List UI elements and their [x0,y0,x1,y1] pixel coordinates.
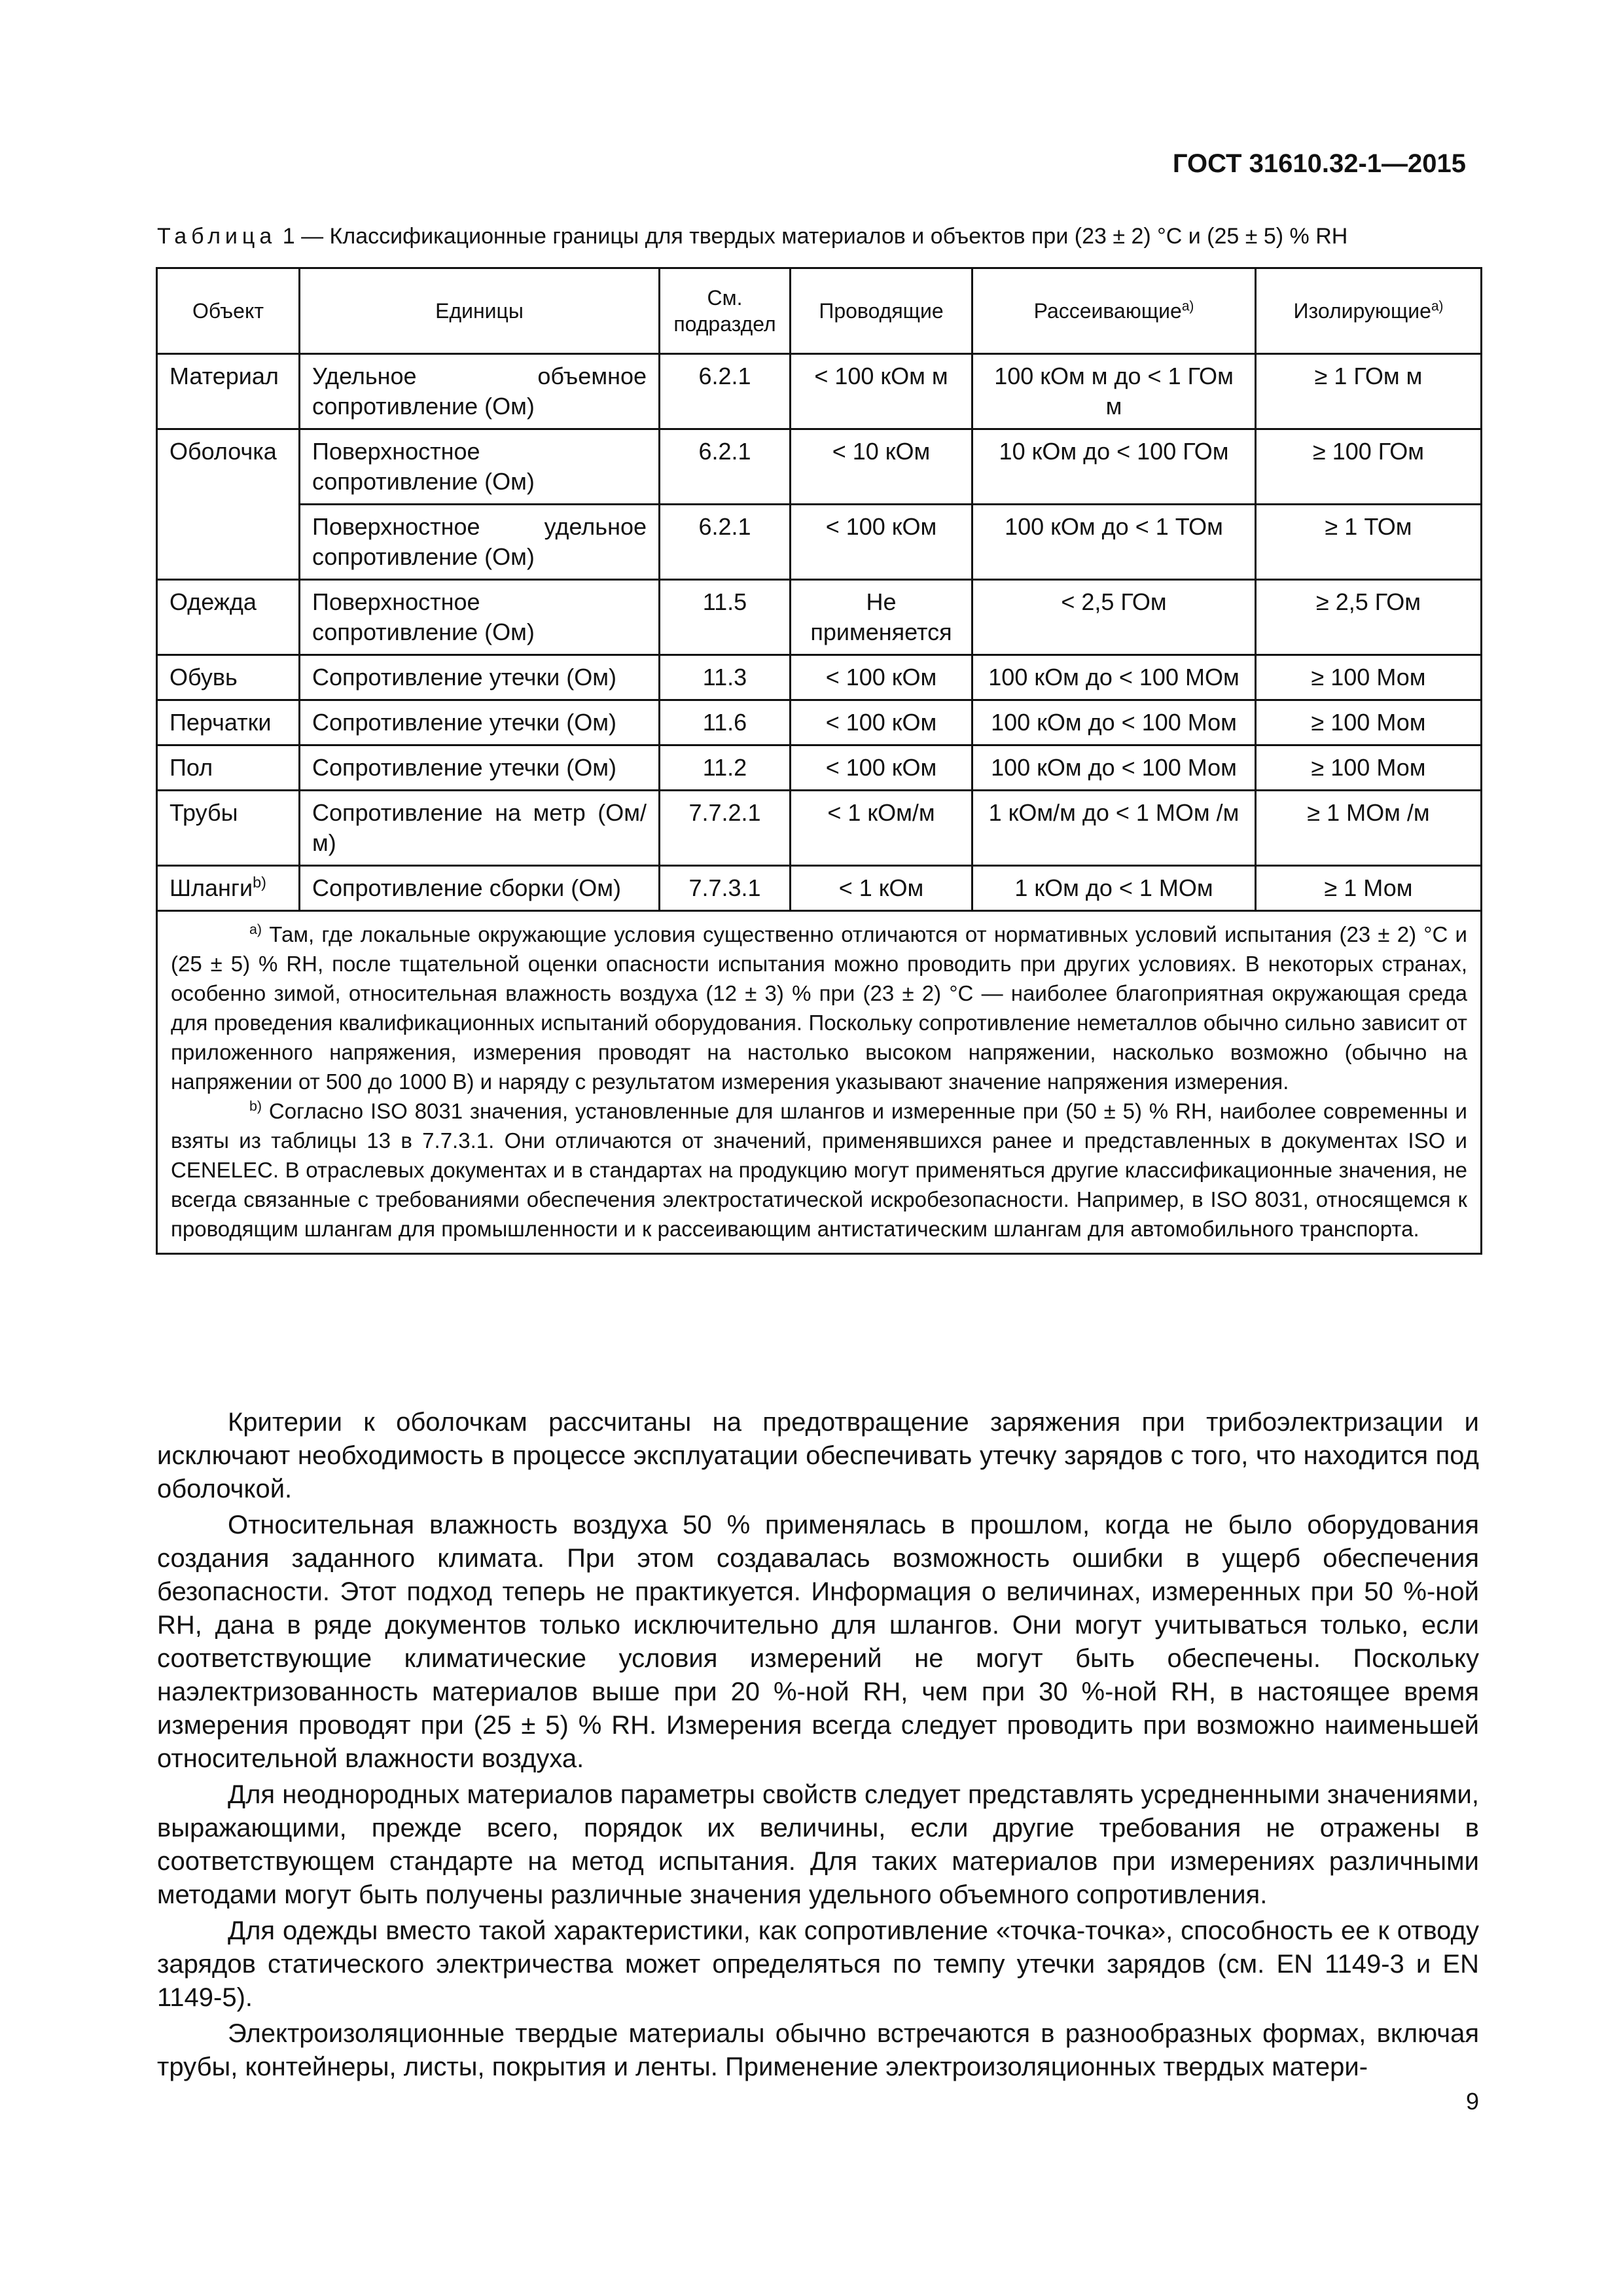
cell-dissipative: 10 кОм до < 100 ГОм [972,429,1256,505]
cell-conductive: < 1 кОм/м [791,791,972,866]
table-header-row [157,268,1482,354]
cell-section: 11.2 [660,745,791,791]
cell-object: Обувь [157,655,300,700]
cell-unit: Сопротивление утечки (Ом) [300,700,660,745]
paragraph: Электроизоляционные твердые материалы обычно встречаются в разнообразных формах, включая трубы, контейнеры, листы, покрытия и ленты. Применение электроизоляционных твердых матери- [157,2019,1479,2081]
cell-conductive: Не применяется [791,580,972,655]
table-note-b [171,1096,1467,1244]
cell-unit: Сопротивление сборки (Ом) [300,866,660,911]
cell-object-label: Шланги [169,874,253,901]
note-mark: a) [1431,298,1444,314]
cell-conductive: < 100 кОм [791,745,972,791]
table-row [157,429,1482,505]
cell-insulating: ≥ 2,5 ГОм [1256,580,1482,655]
cell-dissipative: 1 кОм/м до < 1 МОм /м [972,791,1256,866]
cell-dissipative: 100 кОм м до < 1 ГОм м [972,354,1256,429]
cell-unit: Сопротивление утечки (Ом) [300,745,660,791]
body-text [157,1406,1479,2087]
cell-insulating: ≥ 100 Мом [1256,745,1482,791]
cell-conductive: < 100 кОм [791,505,972,580]
cell-unit: Удельное объемное сопротивление (Ом) [300,354,660,429]
table-note-a [171,920,1467,1096]
cell-object: Пол [157,745,300,791]
cell-section: 6.2.1 [660,429,791,505]
table-caption-word: Таблица [157,224,277,249]
cell-insulating: ≥ 1 МОм /м [1256,791,1482,866]
cell-conductive: < 1 кОм [791,866,972,911]
table-caption-text: 1 — Классификационные границы для твердых материалов и объектов при (23 ± 2) °С и (25 ± 5) % RH [276,224,1348,249]
paragraph: Для одежды вместо такой характеристики, как сопротивление «точка-точка», способность ее к отводу зарядов статического электричества может определяться по темпу утечки зарядов (см. EN 1149-3 и EN 1149-5). [157,1916,1479,2012]
cell-conductive: < 100 кОм [791,655,972,700]
standard-code: ГОСТ 31610.32-1—2015 [1172,149,1466,178]
cell-insulating: ≥ 100 ГОм [1256,429,1482,505]
cell-unit: Поверхностное сопротивление (Ом) [300,429,660,505]
table-row [157,655,1482,700]
cell-object [157,866,300,911]
cell-insulating: ≥ 1 ТОм [1256,505,1482,580]
cell-dissipative: 100 кОм до < 100 Мом [972,745,1256,791]
table-row [157,354,1482,429]
header-object: Объект [157,268,300,354]
cell-insulating: ≥ 1 ГОм м [1256,354,1482,429]
cell-section: 11.6 [660,700,791,745]
header-units: Единицы [300,268,660,354]
cell-section: 7.7.3.1 [660,866,791,911]
cell-insulating: ≥ 100 Мом [1256,700,1482,745]
cell-unit: Сопротивление на метр (Ом/м) [300,791,660,866]
note-mark: a) [249,922,262,937]
cell-dissipative: < 2,5 ГОм [972,580,1256,655]
cell-conductive: < 10 кОм [791,429,972,505]
cell-object: Одежда [157,580,300,655]
cell-unit: Поверхностное сопротивление (Ом) [300,580,660,655]
cell-conductive: < 100 кОм м [791,354,972,429]
table-row [157,745,1482,791]
note-text: Там, где локальные окружающие условия существенно отличаются от нормативных условий испытания (23 ± 2) °С и (25 ± 5) % RH, после тщательной оценки опасности испытания можно проводить при других условиях. В некоторых странах, особенно зимой, относительная влажность воздуха (12 ± 3) % при (23 ± 2) °С — наиболее благоприятная окружающая среда для проведения квалификационных испытаний оборудования. Поскольку сопротивление неметаллов обычно сильно зависит от приложенного напряжения, измерения проводят на настолько высоком напряжении, насколько возможно (обычно на напряжении от 500 до 1000 В) и наряду с результатом измерения указывают значение напряжения измерения. [171,922,1467,1094]
table-row [157,700,1482,745]
header-dissipative-label: Рассеивающие [1033,299,1182,323]
cell-dissipative: 100 кОм до < 1 ТОм [972,505,1256,580]
cell-section: 11.5 [660,580,791,655]
cell-insulating: ≥ 1 Мом [1256,866,1482,911]
cell-dissipative: 1 кОм до < 1 МОм [972,866,1256,911]
cell-section: 11.3 [660,655,791,700]
cell-section: 6.2.1 [660,505,791,580]
table-row [157,791,1482,866]
note-mark: b) [249,1098,262,1114]
cell-object: Трубы [157,791,300,866]
paragraph: Для неоднородных материалов параметры свойств следует представлять усредненными значениями, выражающими, прежде всего, порядок их величины, если другие требования не отражены в соответствующем стандарте на метод испытания. Для таких материалов при измерениях различными методами могут быть получены различные значения удельного объемного сопротивления. [157,1780,1479,1909]
note-mark: b) [253,874,266,891]
paragraph: Относительная влажность воздуха 50 % применялась в прошлом, когда не было оборудования создания заданного климата. При этом создавалась возможность ошибки в ущерб обеспечения безопасности. Этот подход теперь не практикуется. Информация о величинах, измеренных при 50 %-ной RH, дана в ряде документов только исключительно для шлангов. Они могут учитываться только, если соответствующие климатические условия измерений не могут быть обеспечены. Поскольку наэлектризованность материалов выше при 20 %-ной RH, чем при 30 %-ной RH, в настоящее время измерения проводят при (25 ± 5) % RH. Измерения всегда следует проводить при возможно наименьшей относительной влажности воздуха. [157,1511,1479,1773]
cell-dissipative: 100 кОм до < 100 МОм [972,655,1256,700]
note-mark: a) [1181,298,1194,314]
header-section: См. подраздел [660,268,791,354]
cell-object: Оболочка [157,429,300,580]
cell-unit: Поверхностное удельное сопротивление (Ом) [300,505,660,580]
cell-unit: Сопротивление утечки (Ом) [300,655,660,700]
table-row [157,505,1482,580]
cell-conductive: < 100 кОм [791,700,972,745]
header-dissipative [972,268,1256,354]
cell-insulating: ≥ 100 Мом [1256,655,1482,700]
table-caption [157,224,1479,249]
table-row [157,866,1482,911]
cell-section: 6.2.1 [660,354,791,429]
header-insulating-label: Изолирующие [1293,299,1431,323]
cell-dissipative: 100 кОм до < 100 Мом [972,700,1256,745]
cell-section: 7.7.2.1 [660,791,791,866]
document-header [157,149,1466,179]
header-insulating [1256,268,1482,354]
header-conductive: Проводящие [791,268,972,354]
paragraph: Критерии к оболочкам рассчитаны на предотвращение заряжения при трибоэлектризации и исключают необходимость в процессе эксплуатации обеспечивать утечку зарядов с того, что находится под оболочкой. [157,1408,1479,1503]
table-notes [157,911,1482,1254]
cell-object: Материал [157,354,300,429]
table-notes-row [157,911,1482,1254]
classification-table [156,267,1482,1255]
table-row [157,580,1482,655]
cell-object: Перчатки [157,700,300,745]
page-number: 9 [1465,2088,1479,2115]
note-text: Согласно ISO 8031 значения, установленные для шлангов и измеренные при (50 ± 5) % RH, наиболее современны и взяты из таблицы 13 в 7.7.3.1. Они отличаются от значений, применявшихся ранее и представленных в документах ISO и CENELEC. В отраслевых документах и в стандартах на продукцию могут применяться другие классификационные значения, не всегда связанные с требованиями обеспечения электростатической искробезопасности. Например, в ISO 8031, относящемся к проводящим шлангам для промышленности и к рассеивающим антистатическим шлангам для автомобильного транспорта. [171,1099,1467,1241]
